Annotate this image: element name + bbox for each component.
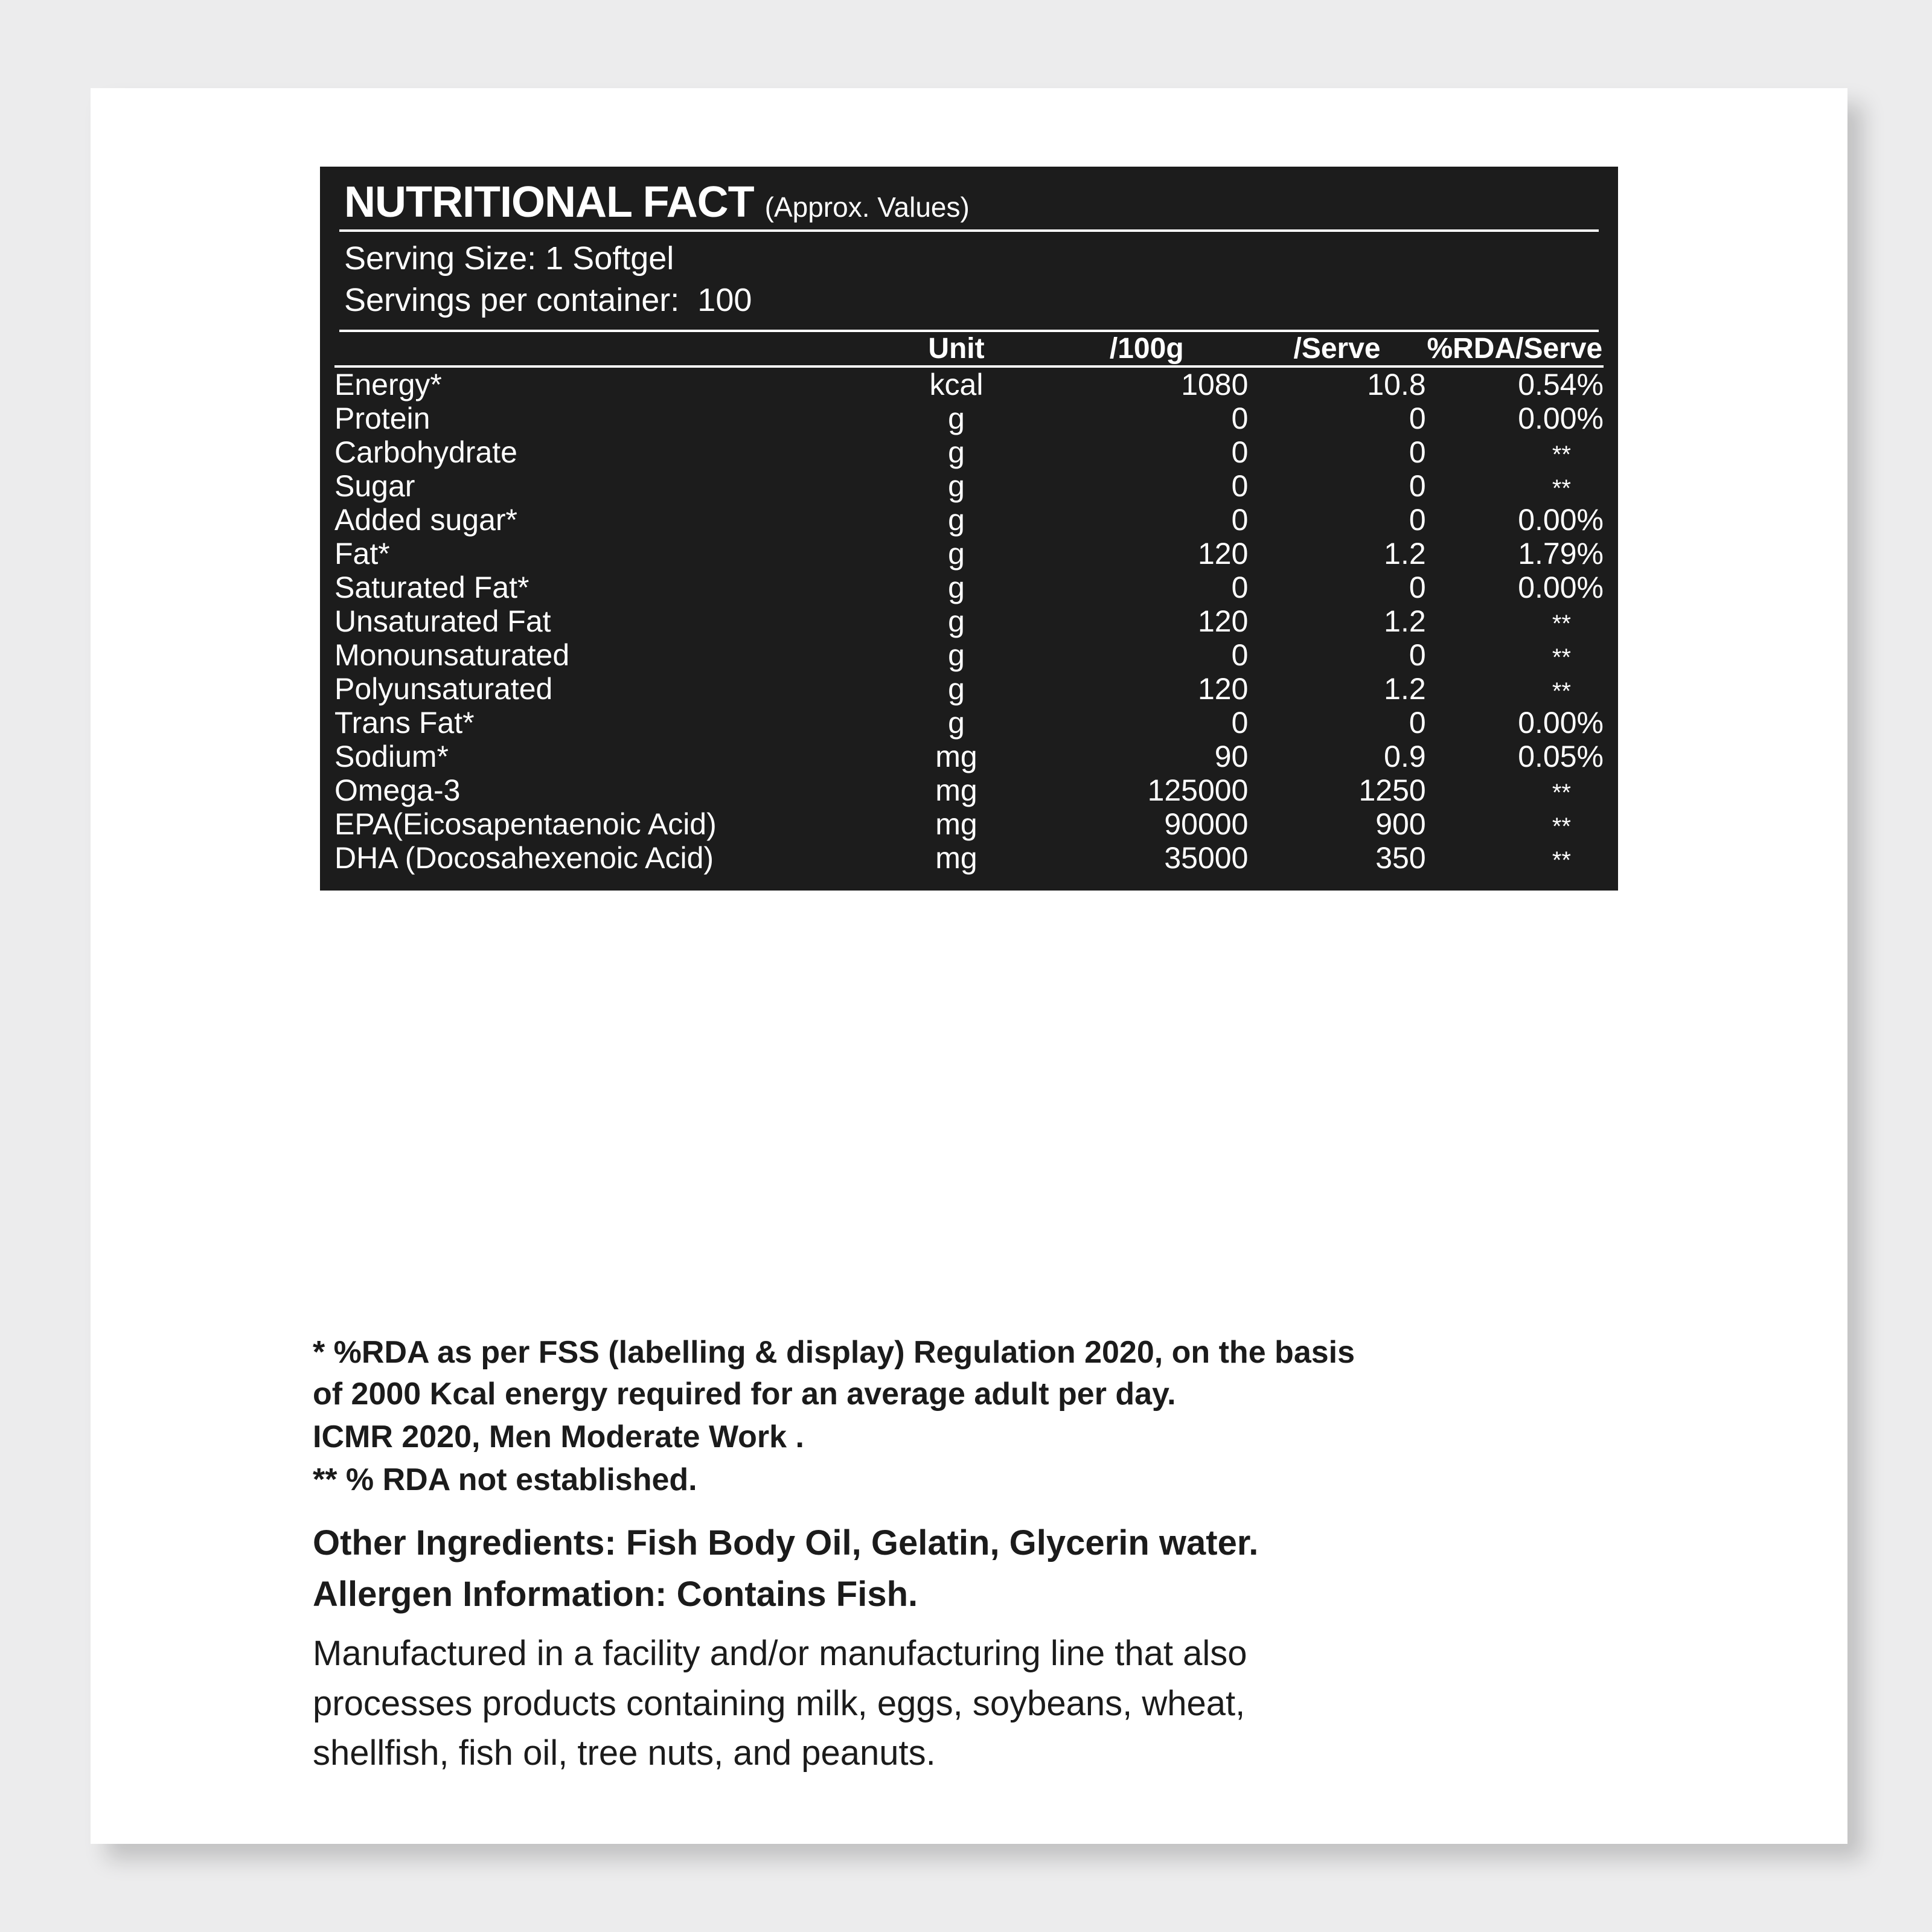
label-page — [91, 88, 1847, 1844]
row-name: Energy* — [334, 367, 442, 401]
manufactured-note-line-3: shellfish, fish oil, tree nuts, and peanuts. — [313, 1733, 936, 1773]
allergen-information: Allergen Information: Contains Fish. — [313, 1574, 918, 1614]
row-unit: g — [948, 536, 965, 571]
title-divider — [339, 229, 1599, 232]
nutrition-table-body — [334, 366, 1604, 875]
table-row — [334, 841, 1604, 875]
row-per-serve: 10.8 — [1367, 367, 1426, 401]
row-unit: g — [948, 502, 965, 537]
row-rda: 0.00% — [1518, 401, 1604, 435]
table-row — [334, 537, 1604, 571]
row-rda: ** — [1552, 677, 1571, 705]
table-row — [334, 773, 1604, 807]
row-unit: g — [948, 570, 965, 604]
row-per-serve: 0 — [1409, 638, 1426, 672]
table-row — [334, 571, 1604, 604]
table-row — [334, 401, 1604, 435]
row-rda: ** — [1552, 644, 1571, 671]
row-name: Saturated Fat* — [334, 570, 529, 604]
row-unit: g — [948, 638, 965, 672]
row-rda: ** — [1552, 846, 1571, 874]
row-unit: mg — [935, 773, 977, 807]
row-rda: 0.00% — [1518, 502, 1604, 537]
row-unit: mg — [935, 840, 977, 875]
nutrition-table — [334, 332, 1604, 875]
table-row — [334, 435, 1604, 469]
row-name: Carbohydrate — [334, 435, 517, 469]
row-per100g: 0 — [1231, 469, 1249, 503]
row-rda: 0.05% — [1518, 739, 1604, 773]
manufactured-note-line-2: processes products containing milk, eggs, soybeans, wheat, — [313, 1683, 1246, 1723]
row-per-serve: 0 — [1409, 469, 1426, 503]
row-per100g: 90000 — [1164, 807, 1249, 841]
row-per100g: 0 — [1231, 638, 1249, 672]
row-per-serve: 0.9 — [1384, 739, 1426, 773]
row-rda: ** — [1552, 779, 1571, 806]
row-name: Trans Fat* — [334, 705, 475, 740]
row-name: DHA (Docosahexenoic Acid) — [334, 840, 714, 875]
row-per100g: 35000 — [1164, 840, 1249, 875]
row-per100g: 1080 — [1181, 367, 1249, 401]
table-row — [334, 638, 1604, 672]
row-per-serve: 1.2 — [1384, 671, 1426, 706]
table-header-row — [334, 332, 1604, 366]
row-rda: ** — [1552, 441, 1571, 468]
row-unit: kcal — [929, 367, 984, 401]
row-rda: 0.54% — [1518, 367, 1604, 401]
column-header-per-serve: /Serve — [1248, 332, 1425, 366]
table-row — [334, 740, 1604, 773]
rda-note-line-2: of 2000 Kcal energy required for an average adult per day. — [313, 1377, 1176, 1412]
row-name: Sodium* — [334, 739, 449, 773]
table-row — [334, 366, 1604, 401]
row-name: Omega-3 — [334, 773, 461, 807]
serving-size: Serving Size: 1 Softgel — [344, 240, 674, 277]
panel-title-approx: (Approx. Values) — [764, 191, 970, 223]
column-header-nutrient — [334, 332, 868, 366]
row-name: Protein — [334, 401, 430, 435]
row-per100g: 125000 — [1147, 773, 1249, 807]
row-rda: ** — [1552, 610, 1571, 637]
row-per-serve: 0 — [1409, 502, 1426, 537]
row-unit: g — [948, 401, 965, 435]
row-unit: g — [948, 705, 965, 740]
row-rda: ** — [1552, 475, 1571, 502]
footnotes-section — [313, 1332, 1641, 1778]
row-per100g: 0 — [1231, 502, 1249, 537]
row-rda: 1.79% — [1518, 536, 1604, 571]
row-per100g: 0 — [1231, 435, 1249, 469]
row-unit: g — [948, 671, 965, 706]
icmr-note: ICMR 2020, Men Moderate Work . — [313, 1419, 804, 1455]
row-unit: mg — [935, 739, 977, 773]
table-row — [334, 672, 1604, 706]
row-per-serve: 900 — [1375, 807, 1426, 841]
row-name: Sugar — [334, 469, 415, 503]
table-row — [334, 469, 1604, 503]
column-header-rda-per-serve: %RDA/Serve — [1426, 332, 1604, 366]
row-unit: g — [948, 469, 965, 503]
row-unit: g — [948, 604, 965, 638]
row-per-serve: 0 — [1409, 705, 1426, 740]
row-rda: ** — [1552, 813, 1571, 840]
row-unit: g — [948, 435, 965, 469]
row-name: Added sugar* — [334, 502, 518, 537]
row-per-serve: 1.2 — [1384, 604, 1426, 638]
row-per-serve: 1250 — [1358, 773, 1426, 807]
row-rda: 0.00% — [1518, 570, 1604, 604]
table-row — [334, 706, 1604, 740]
table-row — [334, 503, 1604, 537]
row-name: EPA(Eicosapentaenoic Acid) — [334, 807, 717, 841]
row-per100g: 120 — [1197, 671, 1249, 706]
row-per100g: 0 — [1231, 401, 1249, 435]
servings-per-container: Servings per container: 100 — [344, 281, 752, 318]
other-ingredients: Other Ingredients: Fish Body Oil, Gelatin, Glycerin water. — [313, 1523, 1259, 1563]
rda-note-line-1: * %RDA as per FSS (labelling & display) Regulation 2020, on the basis — [313, 1335, 1355, 1370]
row-per-serve: 0 — [1409, 401, 1426, 435]
column-header-per100g: /100g — [1045, 332, 1248, 366]
panel-title-text: NUTRITIONAL FACT — [344, 178, 754, 226]
row-name: Monounsaturated — [334, 638, 570, 672]
panel-title — [334, 180, 1604, 229]
row-per100g: 120 — [1197, 604, 1249, 638]
table-row — [334, 604, 1604, 638]
row-per-serve: 0 — [1409, 435, 1426, 469]
row-name: Polyunsaturated — [334, 671, 553, 706]
row-name: Unsaturated Fat — [334, 604, 551, 638]
row-name: Fat* — [334, 536, 390, 571]
row-per100g: 120 — [1197, 536, 1249, 571]
nutrition-facts-panel — [320, 167, 1618, 891]
row-per-serve: 0 — [1409, 570, 1426, 604]
row-unit: mg — [935, 807, 977, 841]
row-per100g: 90 — [1214, 739, 1249, 773]
table-row — [334, 807, 1604, 841]
row-rda: 0.00% — [1518, 705, 1604, 740]
row-per-serve: 1.2 — [1384, 536, 1426, 571]
column-header-unit: Unit — [868, 332, 1045, 366]
rda-not-established-note: ** % RDA not established. — [313, 1462, 697, 1498]
row-per100g: 0 — [1231, 705, 1249, 740]
row-per100g: 0 — [1231, 570, 1249, 604]
manufactured-note-line-1: Manufactured in a facility and/or manufacturing line that also — [313, 1634, 1247, 1674]
row-per-serve: 350 — [1375, 840, 1426, 875]
